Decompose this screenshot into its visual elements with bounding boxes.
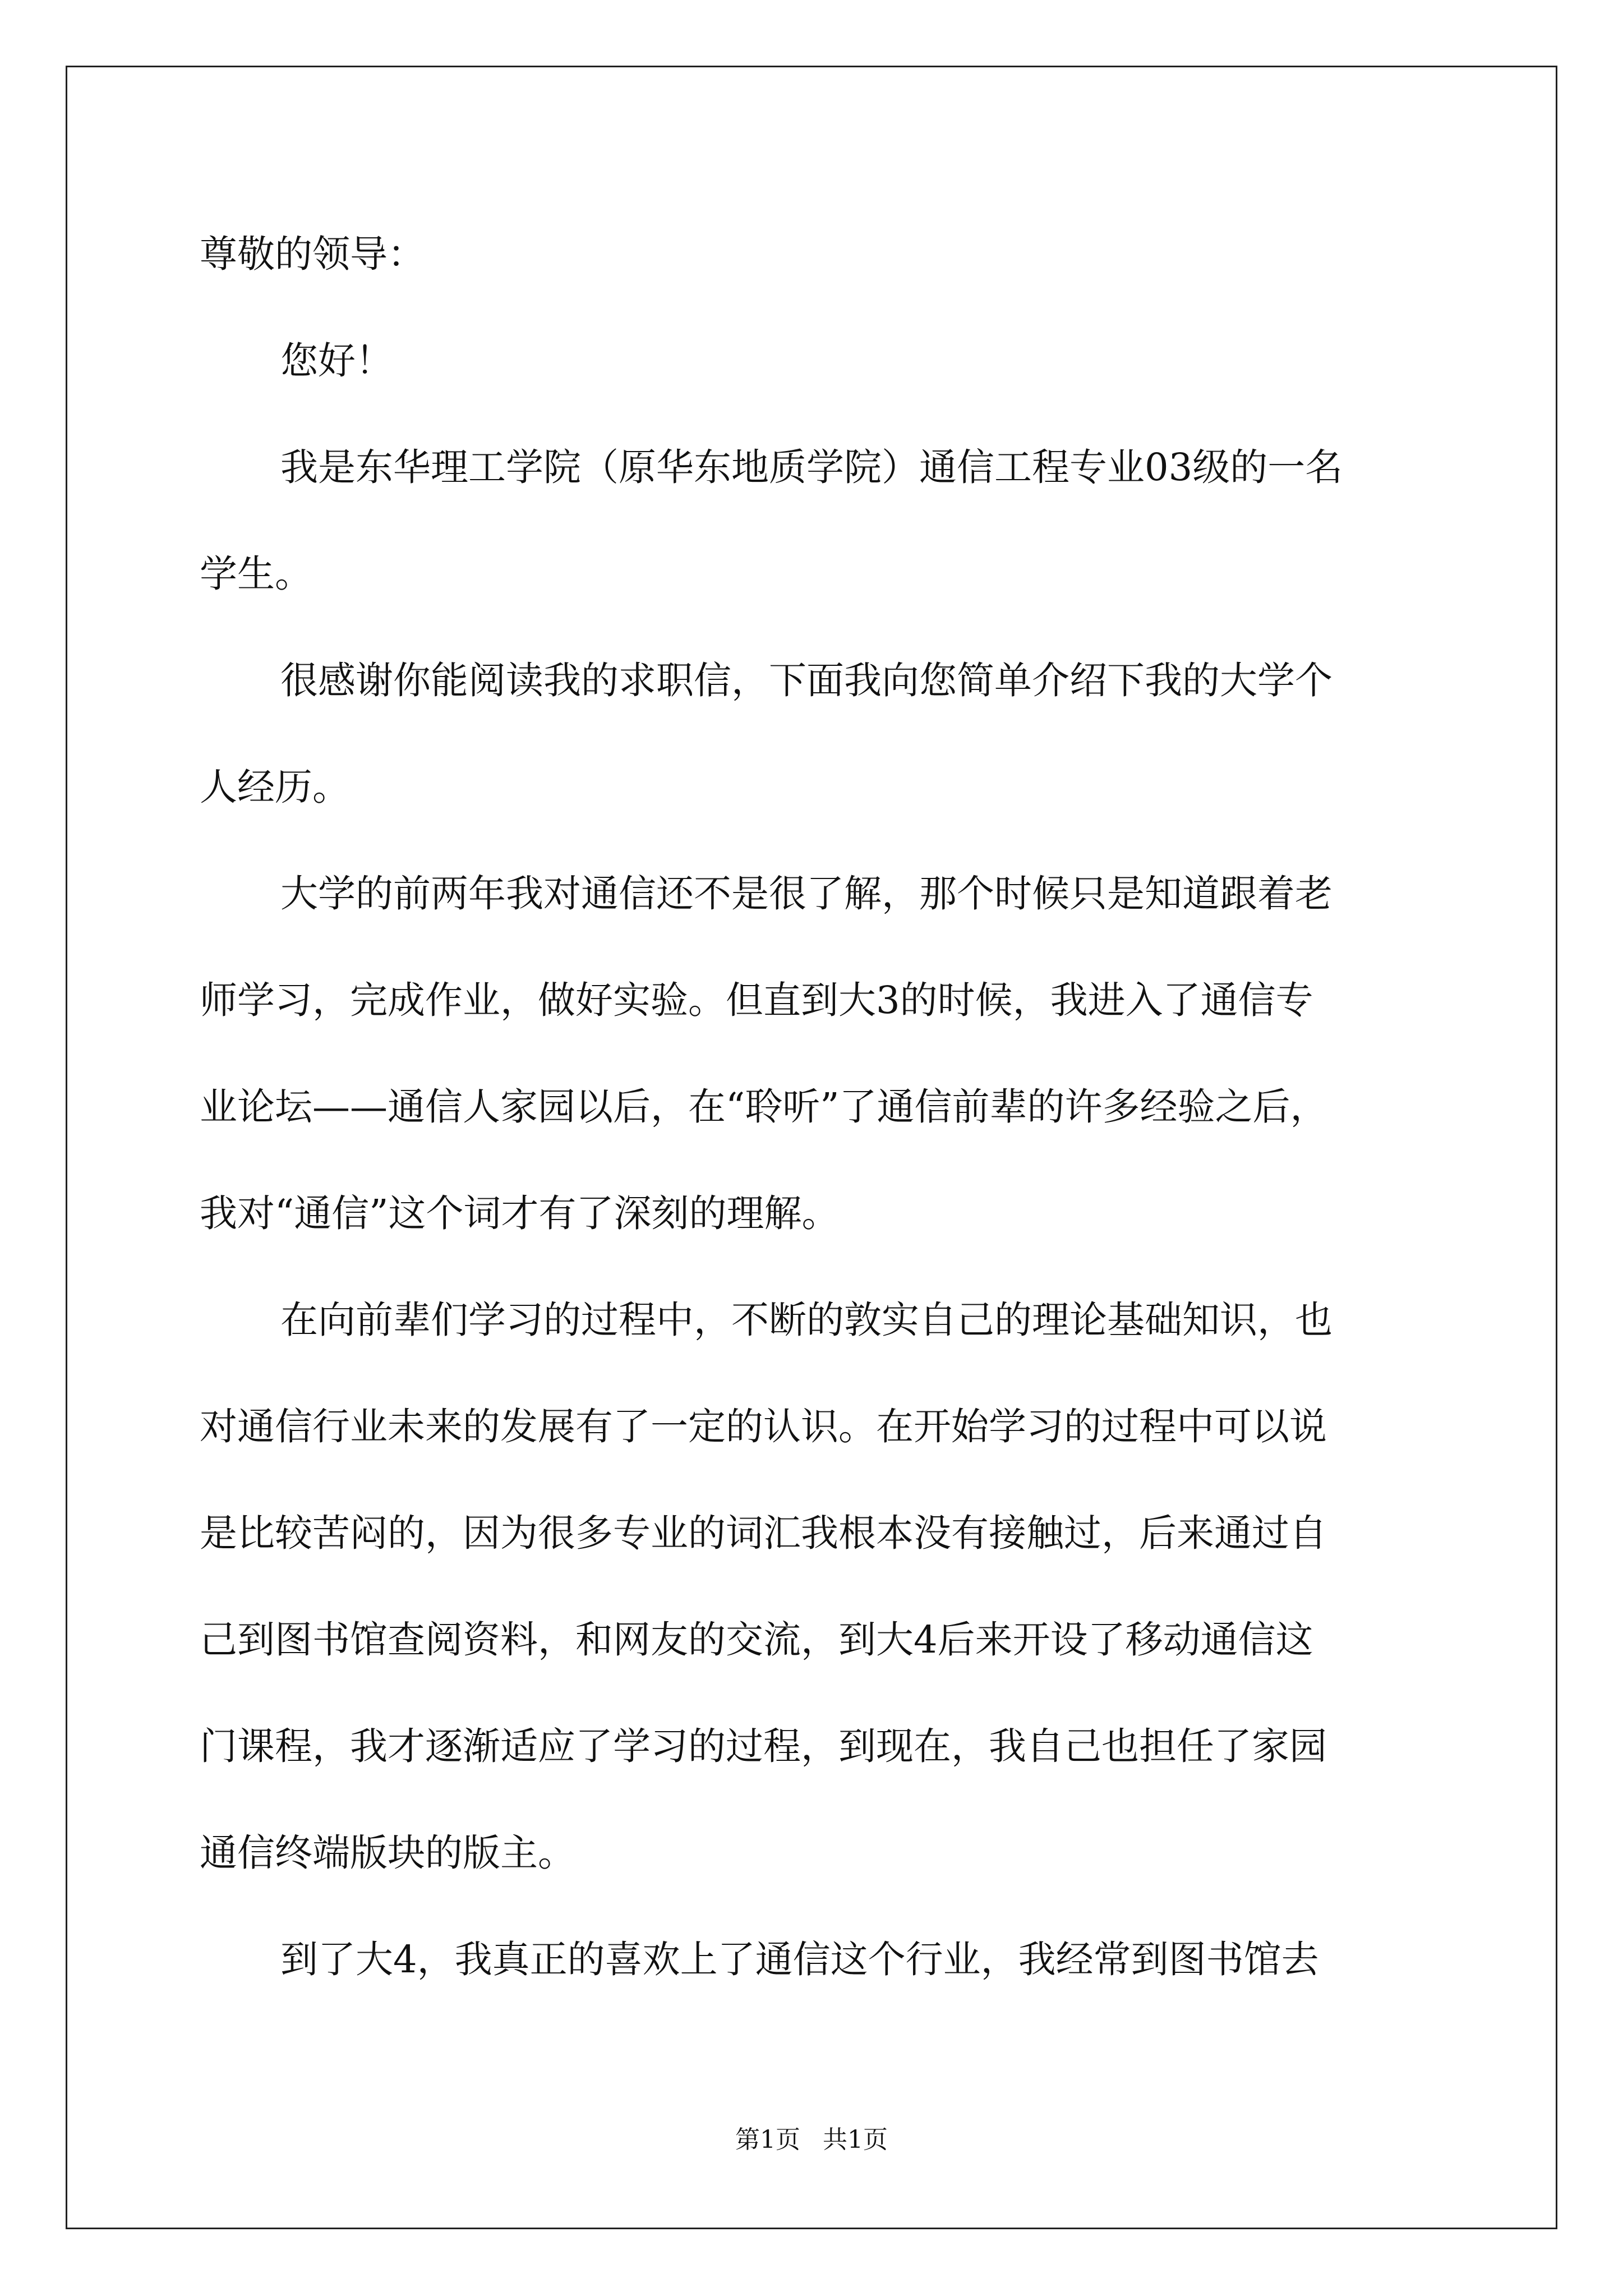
paragraph-line: 到了大4，我真正的喜欢上了通信这个行业，我经常到图书馆去 <box>280 1938 1319 1981</box>
paragraph-line: 通信终端版块的版主。 <box>200 1831 575 1875</box>
page-number: 第1页 <box>735 2125 800 2154</box>
paragraph-line: 在向前辈们学习的过程中，不断的敦实自己的理论基础知识，也 <box>280 1298 1332 1342</box>
salutation: 尊敬的领导： <box>200 232 425 276</box>
paragraph-line: 是比较苦闷的，因为很多专业的词汇我根本没有接触过，后来通过自 <box>200 1511 1327 1555</box>
paragraph-line: 对通信行业未来的发展有了一定的认识。在开始学习的过程中可以说 <box>200 1405 1327 1448</box>
paragraph-line: 门课程，我才逐渐适应了学习的过程，到现在，我自己也担任了家园 <box>200 1724 1327 1768</box>
page-total: 共1页 <box>823 2125 888 2154</box>
paragraph-line: 大学的前两年我对通信还不是很了解，那个时候只是知道跟着老 <box>280 872 1332 915</box>
paragraph-line: 学生。 <box>200 552 312 596</box>
paragraph-line: 业论坛——通信人家园以后，在“聆听”了通信前辈的许多经验之后， <box>200 1085 1328 1129</box>
paragraph-line: 师学习，完成作业，做好实验。但直到大3的时候，我进入了通信专 <box>200 978 1313 1022</box>
paragraph-line: 很感谢你能阅读我的求职信，下面我向您简单介绍下我的大学个 <box>280 659 1332 702</box>
paragraph-line: 我是东华理工学院（原华东地质学院）通信工程专业03级的一名 <box>280 445 1343 489</box>
page-footer <box>0 2123 1623 2157</box>
greeting: 您好！ <box>280 339 393 383</box>
paragraph-line: 人经历。 <box>200 765 350 809</box>
paragraph-line: 己到图书馆查阅资料，和网友的交流，到大4后来开设了移动通信这 <box>200 1618 1313 1662</box>
paragraph-line: 我对“通信”这个词才有了深刻的理解。 <box>200 1191 840 1235</box>
